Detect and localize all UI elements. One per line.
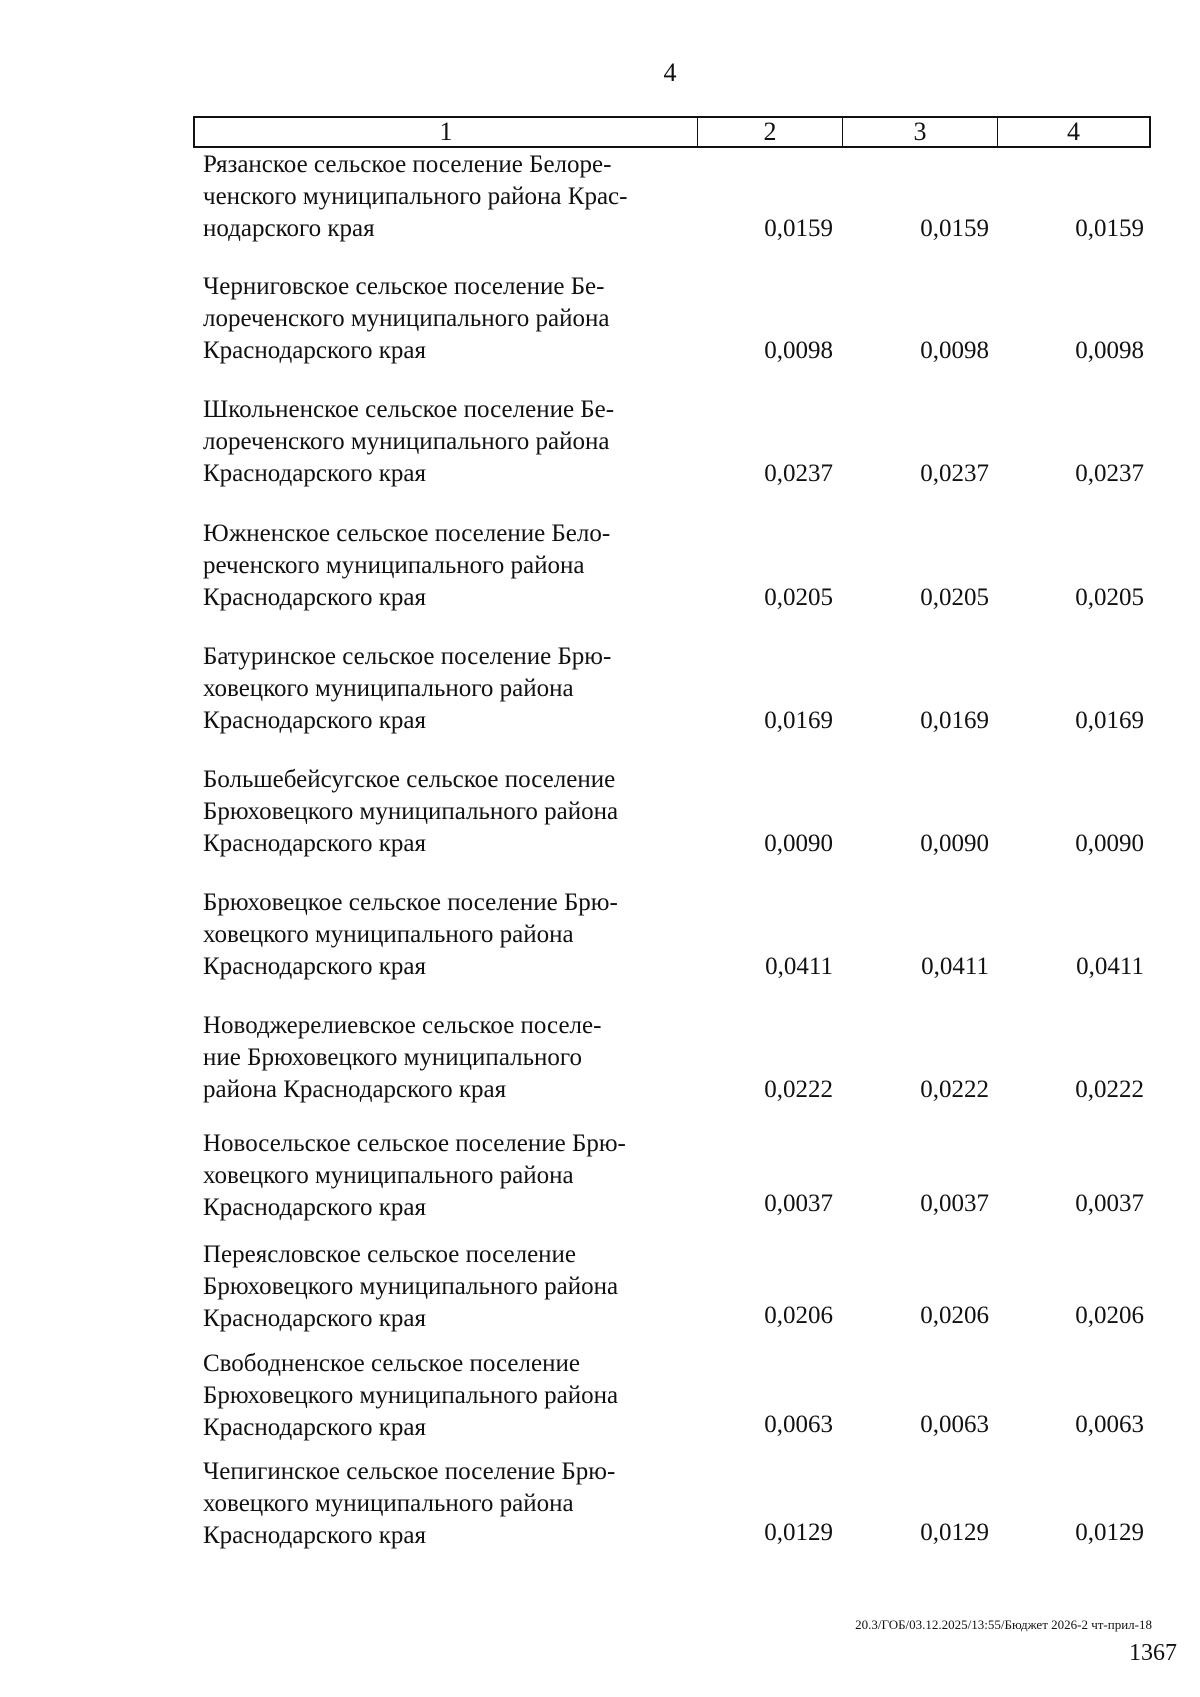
row-name xyxy=(203,394,693,490)
row-name-line: Южненское сельское поселение Бело- xyxy=(203,520,611,547)
row-name xyxy=(203,887,693,983)
row-value-col3: 0,0159 xyxy=(920,215,989,242)
row-value-col4: 0,0411 xyxy=(1076,953,1144,980)
row-name xyxy=(203,271,693,367)
row-value-col3: 0,0205 xyxy=(920,584,989,611)
row-value-col3: 0,0090 xyxy=(920,830,989,857)
row-name xyxy=(203,641,693,737)
row-value-col4: 0,0063 xyxy=(1075,1411,1144,1438)
row-value-col2: 0,0237 xyxy=(764,460,833,487)
row-name-line: ховецкого муниципального района xyxy=(203,921,574,948)
header-cell-2: 2 xyxy=(698,118,843,146)
row-name xyxy=(203,1348,693,1444)
row-name-line: Брюховецкого муниципального района xyxy=(203,1273,619,1300)
row-value-col3: 0,0411 xyxy=(921,953,989,980)
row-name-line: Чепигинское сельское поселение Брю- xyxy=(203,1458,616,1485)
row-name-line: нодарского края xyxy=(203,215,375,242)
row-name-line: Краснодарского края xyxy=(203,1414,426,1441)
row-name-line: Новоджерелиевское сельское поселе- xyxy=(203,1012,602,1039)
row-value-col2: 0,0205 xyxy=(764,584,833,611)
row-name-line: Большебейсугское сельское поселение xyxy=(203,766,616,793)
row-name-line: Краснодарского края xyxy=(203,1194,426,1221)
row-name-line: Краснодарского края xyxy=(203,584,426,611)
row-value-col2: 0,0159 xyxy=(764,215,833,242)
row-name xyxy=(203,1010,693,1106)
row-value-col3: 0,0169 xyxy=(920,707,989,734)
row-value-col2: 0,0063 xyxy=(764,1411,833,1438)
row-value-col3: 0,0098 xyxy=(920,337,989,364)
row-value-col4: 0,0129 xyxy=(1075,1519,1144,1546)
row-name-line: реченского муниципального района xyxy=(203,552,585,579)
header-cell-3: 3 xyxy=(843,118,998,146)
row-value-col4: 0,0098 xyxy=(1075,337,1144,364)
row-name xyxy=(203,1239,693,1335)
row-name-line: лореченского муниципального района xyxy=(203,428,610,455)
row-name-line: Краснодарского края xyxy=(203,1522,426,1549)
page-number: 4 xyxy=(663,58,677,87)
row-name-line: Новосельское сельское поселение Брю- xyxy=(203,1130,626,1157)
row-name-line: района Краснодарского края xyxy=(203,1076,507,1103)
row-value-col4: 0,0237 xyxy=(1075,460,1144,487)
row-name-line: Черниговское сельское поселение Бе- xyxy=(203,273,605,300)
row-value-col2: 0,0098 xyxy=(764,337,833,364)
row-name-line: Краснодарского края xyxy=(203,337,426,364)
row-value-col3: 0,0129 xyxy=(920,1519,989,1546)
row-value-col4: 0,0037 xyxy=(1075,1190,1144,1217)
document-code: 20.3/ГОБ/03.12.2025/13:55/Бюджет 2026-2 чт-прил-18 xyxy=(855,1617,1152,1632)
row-name-line: ховецкого муниципального района xyxy=(203,1490,574,1517)
row-value-col3: 0,0037 xyxy=(920,1190,989,1217)
row-value-col2: 0,0411 xyxy=(765,953,833,980)
header-cell-1: 1 xyxy=(195,118,698,146)
row-value-col2: 0,0206 xyxy=(764,1302,833,1329)
row-name-line: ченского муниципального района Крас- xyxy=(203,183,628,210)
row-name-line: Краснодарского края xyxy=(203,953,426,980)
row-name-line: Школьненское сельское поселение Бе- xyxy=(203,396,615,423)
row-name-line: Рязанское сельское поселение Белоре- xyxy=(203,151,612,178)
row-value-col2: 0,0090 xyxy=(764,830,833,857)
row-name xyxy=(203,764,693,860)
row-value-col3: 0,0063 xyxy=(920,1411,989,1438)
row-value-col4: 0,0206 xyxy=(1075,1302,1144,1329)
row-value-col2: 0,0037 xyxy=(764,1190,833,1217)
row-name-line: ние Брюховецкого муниципального xyxy=(203,1044,583,1071)
row-name-line: ховецкого муниципального района xyxy=(203,675,574,702)
row-value-col3: 0,0222 xyxy=(920,1076,989,1103)
row-value-col3: 0,0237 xyxy=(920,460,989,487)
row-name-line: Краснодарского края xyxy=(203,707,426,734)
row-name-line: Краснодарского края xyxy=(203,1305,426,1332)
row-name-line: Свободненское сельское поселение xyxy=(203,1350,580,1377)
row-value-col2: 0,0129 xyxy=(764,1519,833,1546)
row-name-line: Брюховецкое сельское поселение Брю- xyxy=(203,889,618,916)
row-value-col2: 0,0169 xyxy=(764,707,833,734)
row-name-line: Брюховецкого муниципального района xyxy=(203,798,619,825)
row-value-col4: 0,0090 xyxy=(1075,830,1144,857)
footer-page-number: 1367 xyxy=(1129,1640,1177,1666)
row-value-col4: 0,0205 xyxy=(1075,584,1144,611)
row-value-col4: 0,0222 xyxy=(1075,1076,1144,1103)
row-name-line: Переясловское сельское поселение xyxy=(203,1241,577,1268)
row-name-line: Краснодарского края xyxy=(203,830,426,857)
row-value-col3: 0,0206 xyxy=(920,1302,989,1329)
row-value-col2: 0,0222 xyxy=(764,1076,833,1103)
row-value-col4: 0,0169 xyxy=(1075,707,1144,734)
row-name xyxy=(203,1456,693,1552)
row-name-line: Батуринское сельское поселение Брю- xyxy=(203,643,612,670)
row-name-line: Краснодарского края xyxy=(203,460,426,487)
row-name-line: Брюховецкого муниципального района xyxy=(203,1382,619,1409)
row-value-col4: 0,0159 xyxy=(1075,215,1144,242)
header-cell-4: 4 xyxy=(1067,117,1080,146)
row-name xyxy=(203,1128,693,1224)
row-name xyxy=(203,149,693,245)
row-name-line: ховецкого муниципального района xyxy=(203,1162,574,1189)
row-name xyxy=(203,518,693,614)
row-name-line: лореченского муниципального района xyxy=(203,305,610,332)
